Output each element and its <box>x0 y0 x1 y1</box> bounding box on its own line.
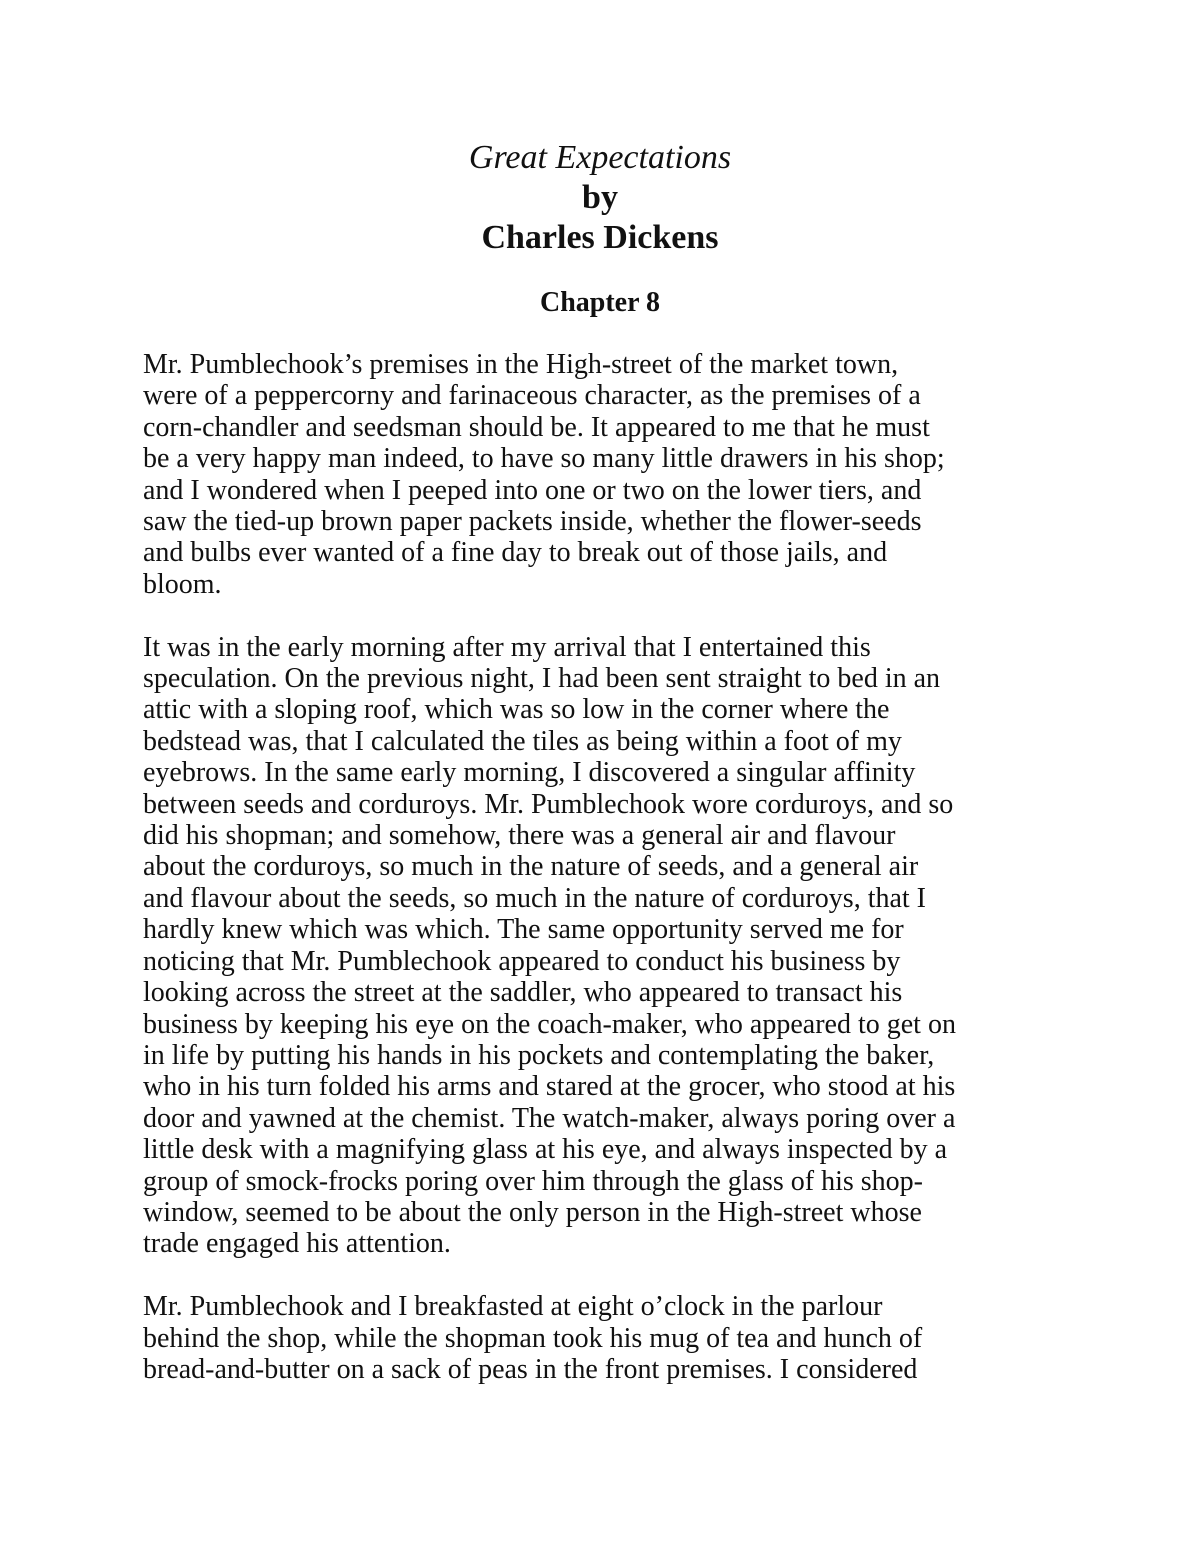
text-line: bloom. <box>143 568 222 600</box>
text-line: bread-and-butter on a sack of peas in the front premises. I considered <box>143 1353 918 1385</box>
text-line: Mr. Pumblechook and I breakfasted at eight o’clock in the parlour <box>143 1291 883 1323</box>
text-line: saw the tied-up brown paper packets inside, whether the flower-seeds <box>143 506 922 538</box>
text-line: hardly knew which was which. The same opportunity served me for <box>143 914 904 946</box>
text-line: about the corduroys, so much in the nature of seeds, and a general air <box>143 851 919 883</box>
text-line: It was in the early morning after my arrival that I entertained this <box>143 631 871 663</box>
text-line: in life by putting his hands in his pockets and contemplating the baker, <box>143 1039 935 1071</box>
text-line: behind the shop, while the shopman took his mug of tea and hunch of <box>143 1322 923 1354</box>
text-line: be a very happy man indeed, to have so many little drawers in his shop; <box>143 443 945 475</box>
text-line: eyebrows. In the same early morning, I discovered a singular affinity <box>143 757 916 789</box>
paragraph <box>143 1291 1073 1385</box>
text-line: door and yawned at the chemist. The watch-maker, always poring over a <box>143 1102 956 1134</box>
text-line: and flavour about the seeds, so much in the nature of corduroys, that I <box>143 882 927 914</box>
text-line: little desk with a magnifying glass at his eye, and always inspected by a <box>143 1134 948 1166</box>
book-title: Great Expectations <box>468 139 732 176</box>
text-line: group of smock-frocks poring over him through the glass of his shop- <box>143 1165 923 1197</box>
text-line: and I wondered when I peeped into one or two on the lower tiers, and <box>143 474 922 506</box>
paragraph <box>143 632 1073 1260</box>
author-name: Charles Dickens <box>481 219 719 256</box>
text-line: Mr. Pumblechook’s premises in the High-street of the market town, <box>143 349 899 380</box>
text-line: corn-chandler and seedsman should be. It appeared to me that he must <box>143 411 930 443</box>
text-line: trade engaged his attention. <box>143 1228 451 1260</box>
paragraph <box>143 349 1073 600</box>
title-block <box>0 138 1200 258</box>
text-line: between seeds and corduroys. Mr. Pumblechook wore corduroys, and so <box>143 788 954 820</box>
chapter-heading: Chapter 8 <box>539 287 661 318</box>
text-line: noticing that Mr. Pumblechook appeared to conduct his business by <box>143 945 901 977</box>
text-line: window, seemed to be about the only person in the High-street whose <box>143 1196 922 1228</box>
text-line: and bulbs ever wanted of a fine day to break out of those jails, and <box>143 537 888 569</box>
byline: by <box>582 179 618 216</box>
text-line: were of a peppercorny and farinaceous character, as the premises of a <box>143 380 921 412</box>
text-line: speculation. On the previous night, I had been sent straight to bed in an <box>143 663 941 695</box>
text-line: business by keeping his eye on the coach-maker, who appeared to get on <box>143 1008 956 1040</box>
text-line: who in his turn folded his arms and stared at the grocer, who stood at his <box>143 1071 956 1103</box>
text-line: attic with a sloping roof, which was so low in the corner where the <box>143 694 890 726</box>
text-line: bedstead was, that I calculated the tiles as being within a foot of my <box>143 725 902 757</box>
text-line: did his shopman; and somehow, there was a general air and flavour <box>143 820 896 852</box>
chapter-body <box>143 349 1073 1417</box>
text-line: looking across the street at the saddler, who appeared to transact his <box>143 977 903 1009</box>
